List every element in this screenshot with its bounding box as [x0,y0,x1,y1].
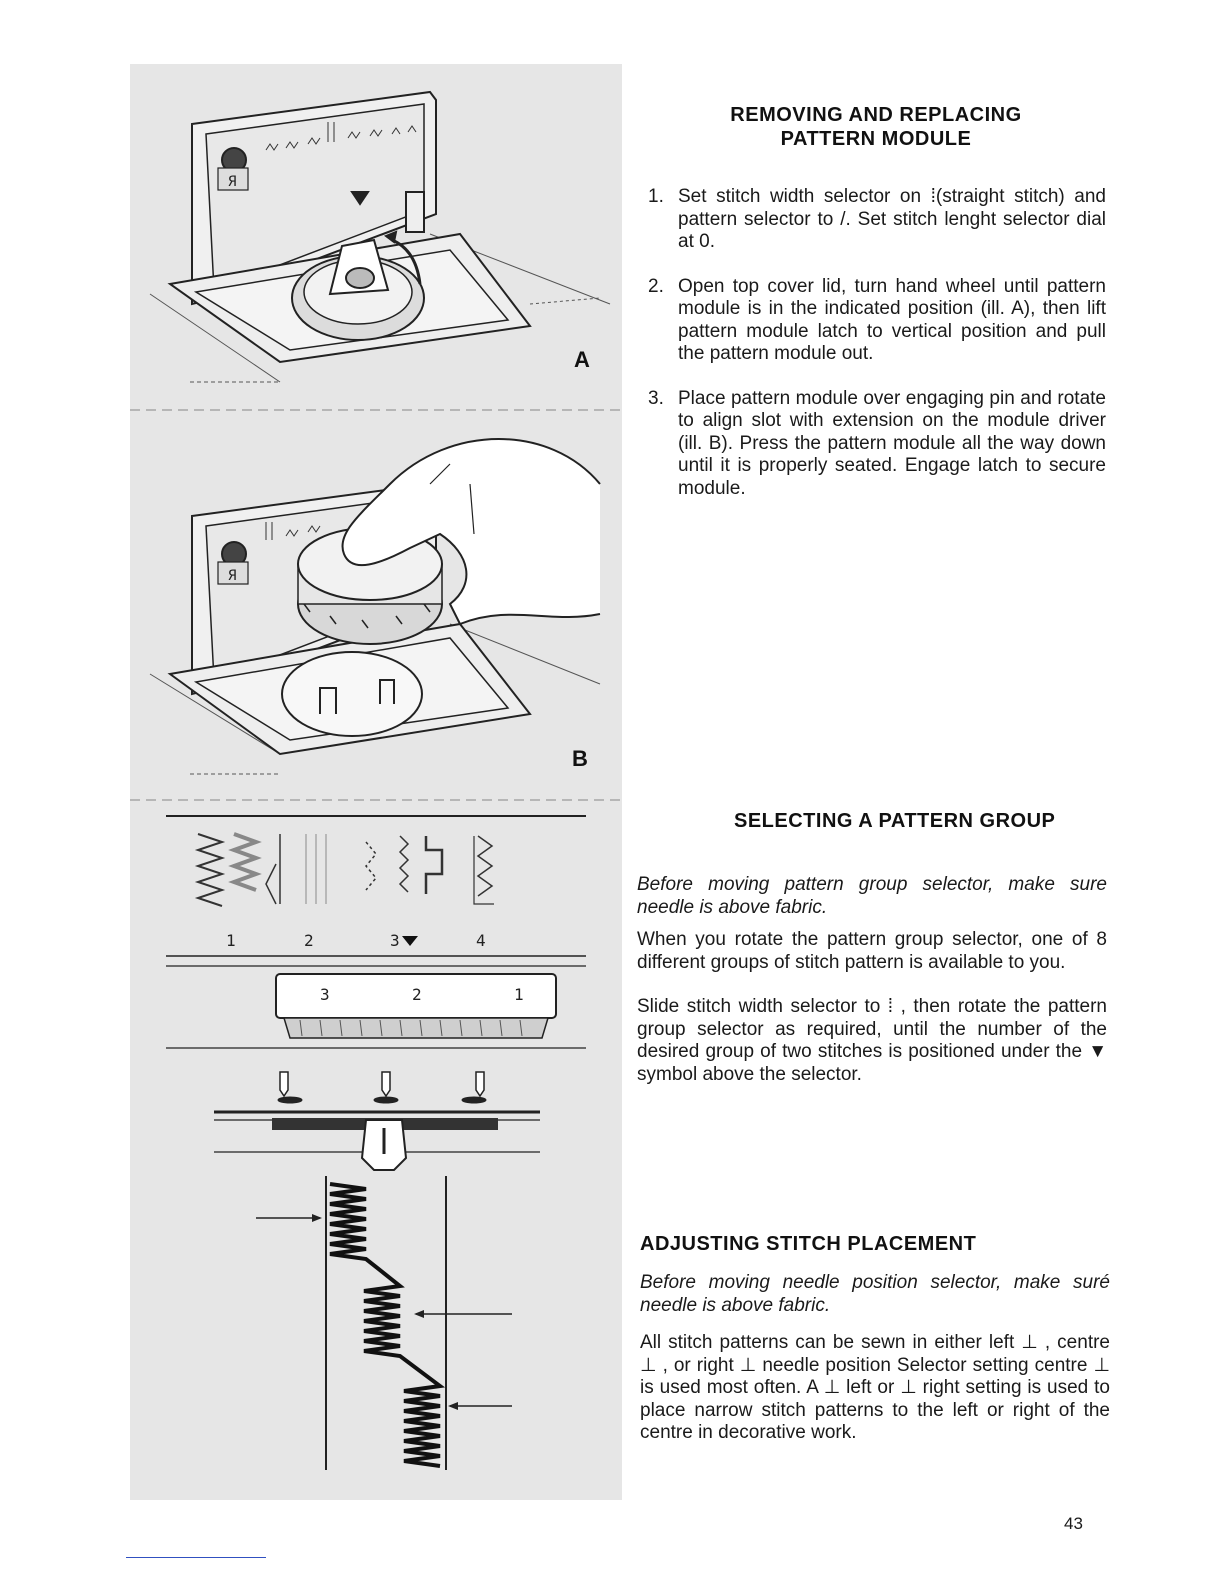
step-text: Set stitch width selector on ⁞(straight stitch) and pattern selector to /. Set stitch lenght selector dial at 0. [678,186,1106,252]
page-number: 43 [1064,1514,1083,1533]
step-number: 1. [648,186,664,207]
group-number-3: 3 [390,931,400,950]
illustration-drawing [130,64,622,1500]
zigzag-stitch [330,1184,440,1466]
illustration-column [130,64,622,1500]
panel-a-drawing [150,92,610,382]
group-number-4: 4 [476,931,486,950]
placement-note: Before moving needle position selector, make suré needle is above fabric. [640,1272,1110,1316]
placement-body: All stitch patterns can be sewn in either left ⊥ , centre ⊥ , or right ⊥ needle position Selector setting centre ⊥ is used most often. A ⊥ left or ⊥ right setting is used to place narrow stitch patterns to the left or right of the centre in decorative work. [640,1332,1110,1443]
list-item [648,186,1106,254]
step-text: Open top cover lid, turn hand wheel until pattern module is in the indicated position (ill. A), then lift pattern module latch to vertical position and pull the pattern module out. [678,275,1106,364]
selecting-group-title: SELECTING A PATTERN GROUP [734,810,1056,832]
group-number-1: 1 [226,931,236,950]
removing-title-line1: REMOVING AND REPLACING [730,104,1022,126]
list-item [648,388,1106,501]
panel-b-label: B [572,746,588,771]
removing-title-line2: PATTERN MODULE [780,128,972,150]
panel-b-drawing [150,439,600,774]
placement-title: ADJUSTING STITCH PLACEMENT [640,1233,977,1255]
needle-position-symbols [278,1072,486,1103]
step-number: 3. [648,387,664,409]
svg-text:Я: Я [228,174,237,190]
step-text: Place pattern module over engaging pin and rotate to align slot with extension on the module driver (ill. B). Press the pattern module all the way down until it is properly seated. Engage latch to secure module. [678,387,1106,499]
panel-a-label: A [574,347,590,372]
selecting-group-note: Before moving pattern group selector, make sure needle is above fabric. [637,874,1107,918]
group-pointer-icon [402,936,418,946]
list-item [648,276,1106,366]
group-number-2: 2 [304,931,314,950]
svg-text:Я: Я [228,568,237,584]
dial-number-2: 2 [412,985,422,1004]
step-number: 2. [648,275,664,297]
footer-rule [126,1557,266,1558]
dial-number-3: 3 [320,985,330,1004]
selecting-group-body2: Slide stitch width selector to ⁞ , then rotate the pattern group selector as required, until the number of the desired group of two stitches is positioned under the ▼ symbol above the selector. [637,996,1107,1085]
removing-steps-list [648,186,1106,522]
dial-number-1: 1 [514,985,524,1004]
selecting-group-body: When you rotate the pattern group selector, one of 8 different groups of stitch pattern is available to you. [637,929,1107,973]
pattern-group-dial [276,974,556,1038]
stitch-patterns-row [198,834,494,906]
